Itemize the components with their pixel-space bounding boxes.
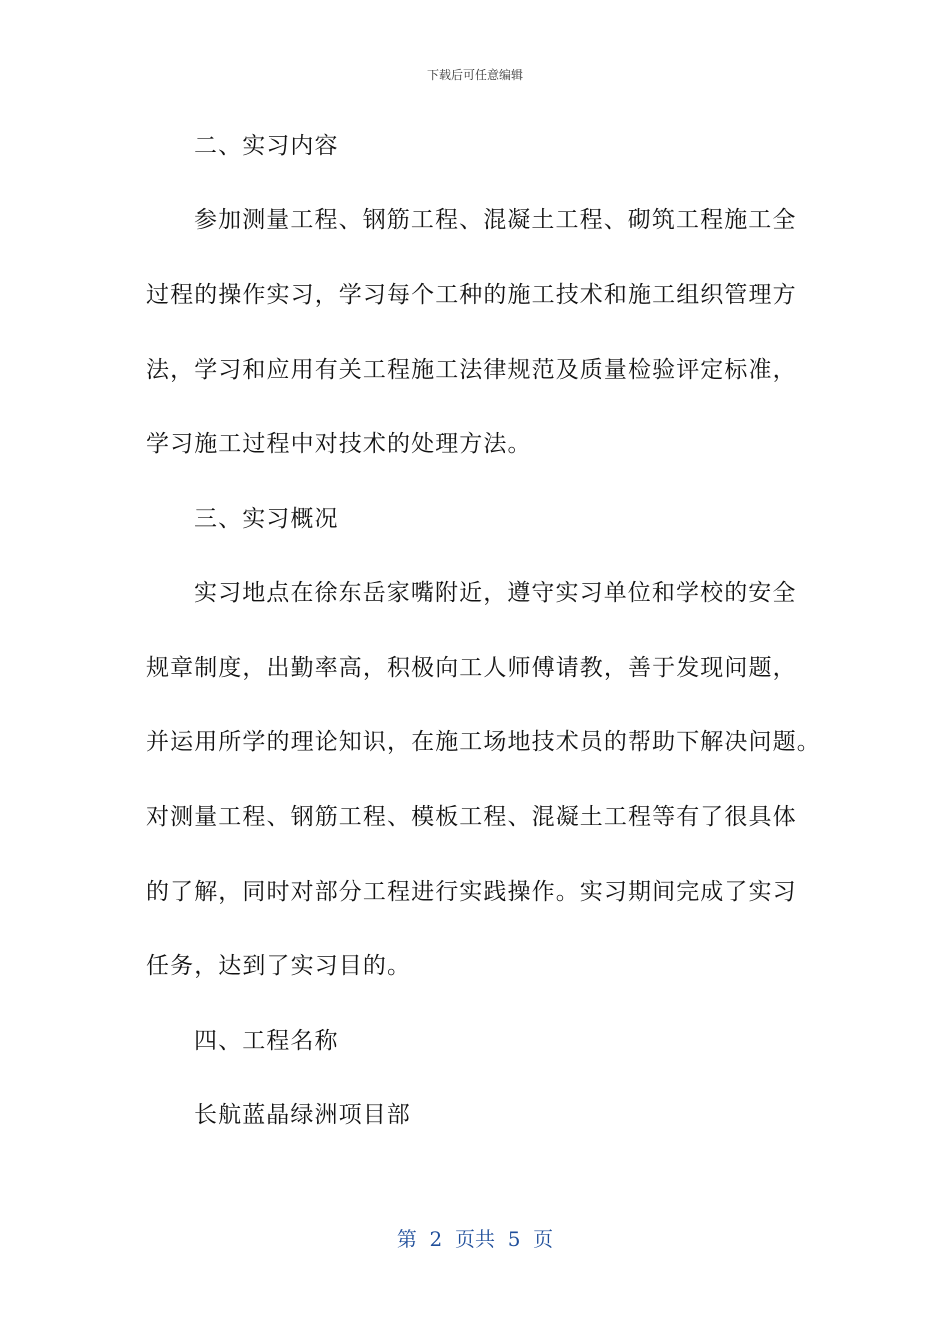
paragraph-line: 规章制度，出勤率高，积极向工人师傅请教，善于发现问题，	[146, 655, 797, 681]
paragraph-line: 学习施工过程中对技术的处理方法。	[146, 431, 532, 457]
page-header: 下载后可任意编辑	[426, 68, 523, 82]
paragraph-line: 任务，达到了实习目的。	[146, 953, 412, 979]
paragraph-line: 并运用所学的理论知识，在施工场地技术员的帮助下解决问题。	[146, 729, 821, 755]
paragraph-line: 对测量工程、钢筋工程、模板工程、混凝土工程等有了很具体	[146, 804, 797, 830]
page-number-footer: 第 2 页共 5 页	[396, 1227, 554, 1251]
section-heading-project-name: 四、工程名称	[194, 1028, 339, 1054]
paragraph-line: 参加测量工程、钢筋工程、混凝土工程、砌筑工程施工全	[194, 207, 797, 233]
paragraph-line: 过程的操作实习，学习每个工种的施工技术和施工组织管理方	[146, 282, 797, 308]
paragraph-line: 的了解，同时对部分工程进行实践操作。实习期间完成了实习	[146, 879, 797, 905]
section-heading-overview: 三、实习概况	[194, 506, 339, 532]
paragraph-line: 长航蓝晶绿洲项目部	[194, 1102, 411, 1128]
section-heading-content: 二、实习内容	[194, 133, 339, 159]
paragraph-line: 实习地点在徐东岳家嘴附近，遵守实习单位和学校的安全	[194, 580, 797, 606]
paragraph-line: 法，学习和应用有关工程施工法律规范及质量检验评定标准，	[146, 357, 797, 383]
